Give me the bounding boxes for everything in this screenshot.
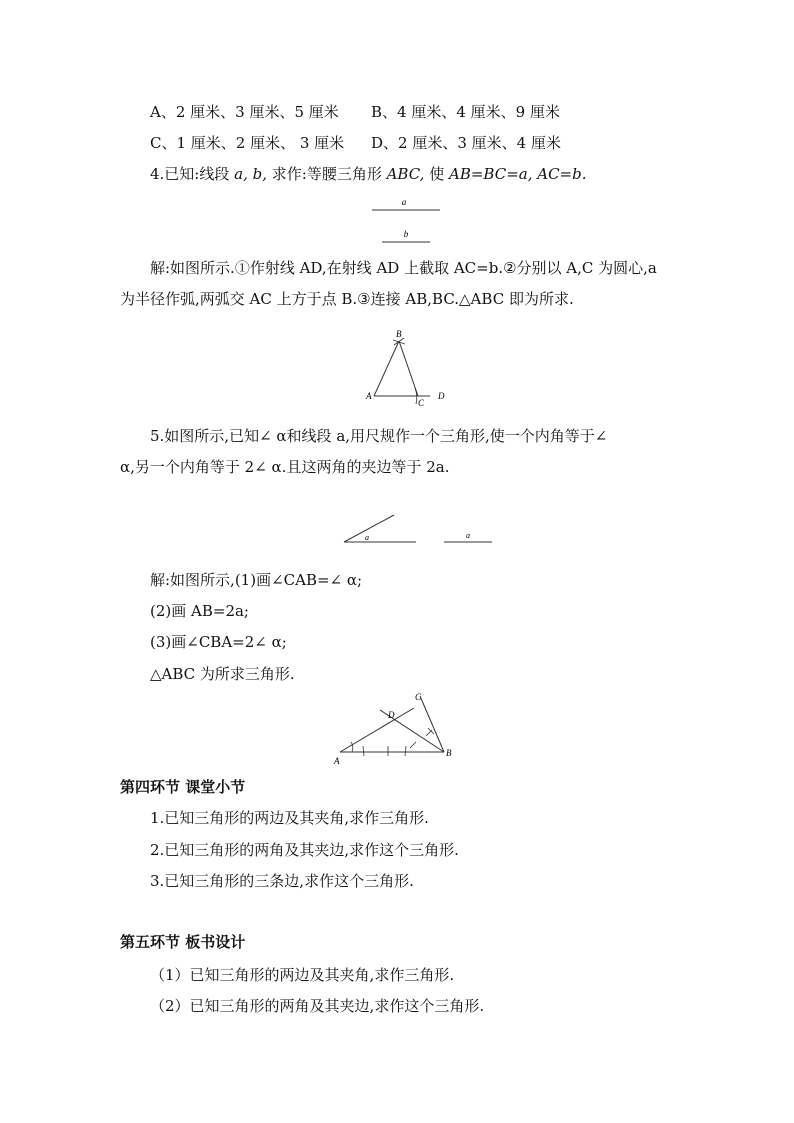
option-c: C、1 厘米、2 厘米、 3 厘米 <box>150 134 345 152</box>
q5-angle-ray <box>344 515 394 542</box>
q4-label-b: B <box>396 329 402 339</box>
q4-stem-mid: 求作:等腰三角形 <box>267 165 387 183</box>
q4-given-segments <box>360 192 450 248</box>
q5-figure-triangle <box>330 690 460 768</box>
q4-stem-prefix: 4.已知:线段 <box>150 165 235 183</box>
q5-label-b: B <box>446 748 452 758</box>
section4-item-2: 2.已知三角形的两角及其夹边,求作这个三角形. <box>150 841 459 859</box>
option-b: B、4 厘米、4 厘米、9 厘米 <box>371 103 560 121</box>
q4-stem <box>150 164 587 184</box>
q5-label-d: D <box>388 710 395 720</box>
q5-solution-line-4: △ABC 为所求三角形. <box>150 665 295 683</box>
q4-label-c: C <box>418 398 425 408</box>
q5-solution-line-3: (3)画∠CBA=2∠ α; <box>150 633 287 651</box>
q5-label-a: A <box>334 756 340 766</box>
section4-title: 第四环节 课堂小节 <box>120 778 246 796</box>
q4-stem-vars: a, b, <box>234 165 267 183</box>
q5-label-c: C <box>415 692 422 702</box>
q5-solution-line-1: 解:如图所示,(1)画∠CAB=∠ α; <box>150 571 363 589</box>
section5-item-1: （1）已知三角形的两边及其夹角,求作三角形. <box>150 966 455 984</box>
q4-solution-line-1: 解:如图所示.①作射线 AD,在射线 AD 上截取 AC=b.②分别以 A,C 为圆心,a <box>150 259 657 277</box>
section4-item-3: 3.已知三角形的三条边,求作这个三角形. <box>150 872 414 890</box>
q4-arc-marks <box>393 338 405 345</box>
option-d: D、2 厘米、3 厘米、4 厘米 <box>371 134 561 152</box>
q5-stem-line-1: 5.如图所示,已知∠ α和线段 a,用尺规作一个三角形,使一个内角等于∠ <box>150 427 608 445</box>
q4-stem-use: 使 <box>424 165 449 183</box>
section4-item-1: 1.已知三角形的两边及其夹角,求作三角形. <box>150 809 429 827</box>
q4-stem-cond: AB=BC=a, AC=b. <box>449 165 587 183</box>
q4-stem-abc: ABC, <box>386 165 425 183</box>
q5-stem-line-2: α,另一个内角等于 2∠ α.且这两角的夹边等于 2a. <box>120 458 450 476</box>
q5-segment-label: a <box>466 531 470 540</box>
q4-side-bc <box>399 341 418 396</box>
section5-title: 第五环节 板书设计 <box>120 933 246 951</box>
q5-given-angle-and-segment <box>336 508 506 548</box>
q4-seg-b-label: b <box>403 229 409 239</box>
section5-item-2: （2）已知三角形的两角及其夹边,求作这个三角形. <box>150 997 485 1015</box>
q4-label-d: D <box>438 391 445 401</box>
q5-angle-label: a <box>365 533 369 542</box>
q5-ray-ad <box>340 708 414 752</box>
q4-seg-a-label: a <box>401 197 407 207</box>
q4-figure-triangle <box>360 326 460 410</box>
q4-label-a: A <box>366 391 372 401</box>
q4-solution-line-2: 为半径作弧,两弧交 AC 上方于点 B.③连接 AB,BC.△ABC 即为所求. <box>120 290 574 308</box>
q4-side-ab <box>374 341 399 396</box>
option-a: A、2 厘米、3 厘米、5 厘米 <box>150 103 339 121</box>
q5-solution-line-2: (2)画 AB=2a; <box>150 602 249 620</box>
q5-tick-marks <box>351 742 406 756</box>
